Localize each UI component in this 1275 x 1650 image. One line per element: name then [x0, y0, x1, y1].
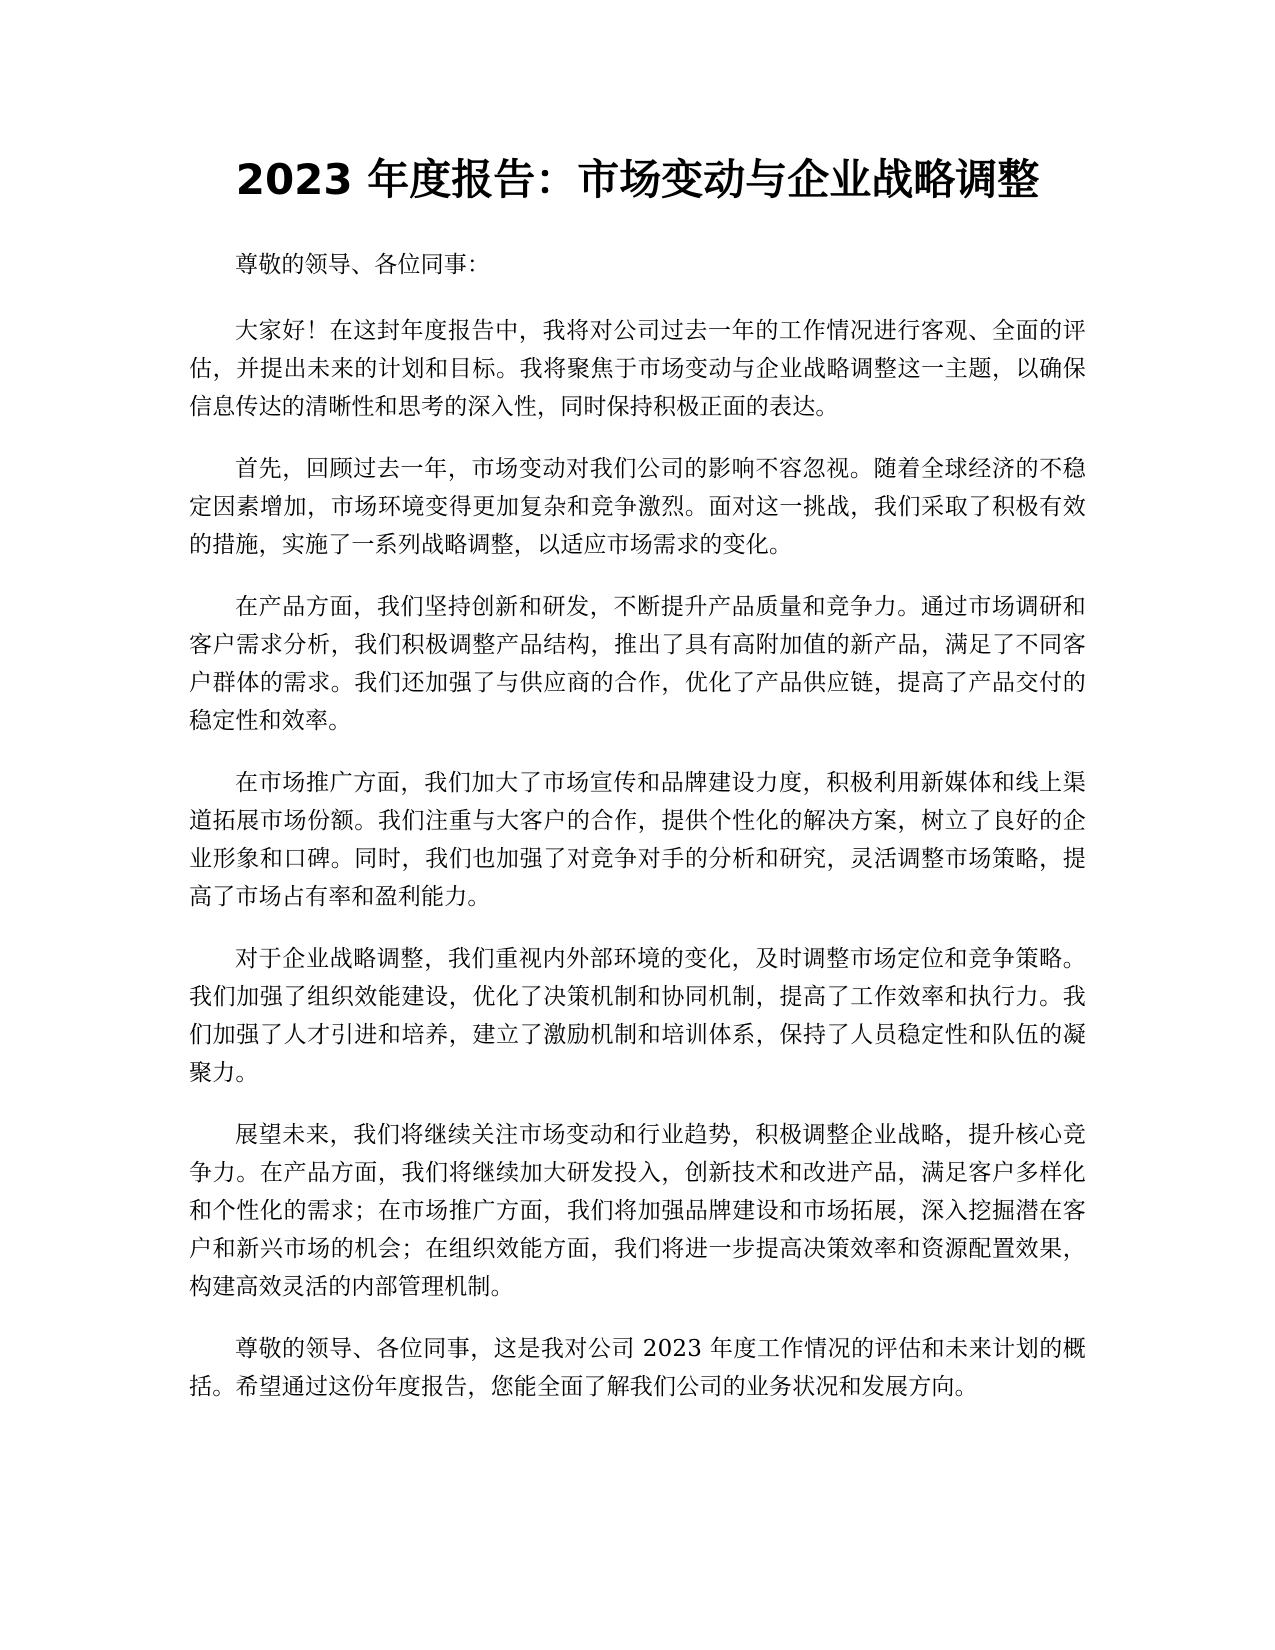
document-body: [189, 246, 1086, 1430]
paragraph-closing: 尊敬的领导、各位同事，这是我对公司 2023 年度工作情况的评估和未来计划的概括。希望通过这份年度报告，您能全面了解我们公司的业务状况和发展方向。: [189, 1336, 1086, 1400]
paragraph-strategy: 对于企业战略调整，我们重视内外部环境的变化，及时调整市场定位和竞争策略。我们加强了组织效能建设，优化了决策机制和协同机制，提高了工作效率和执行力。我们加强了人才引进和培养，建立了激励机制和培训体系，保持了人员稳定性和队伍的凝聚力。: [189, 946, 1086, 1086]
paragraph-outlook: 展望未来，我们将继续关注市场变动和行业趋势，积极调整企业战略，提升核心竞争力。在产品方面，我们将继续加大研发投入，创新技术和改进产品，满足客户多样化和个性化的需求；在市场推广方面，我们将加强品牌建设和市场拓展，深入挖掘潜在客户和新兴市场的机会；在组织效能方面，我们将进一步提高决策效率和资源配置效果，构建高效灵活的内部管理机制。: [189, 1122, 1086, 1300]
salutation: 尊敬的领导、各位同事：: [235, 252, 491, 278]
paragraph-greeting: 大家好！在这封年度报告中，我将对公司过去一年的工作情况进行客观、全面的评估，并提出未来的计划和目标。我将聚焦于市场变动与企业战略调整这一主题，以确保信息传达的清晰性和思考的深入性，同时保持积极正面的表达。: [189, 318, 1086, 420]
paragraph-product: 在产品方面，我们坚持创新和研发，不断提升产品质量和竞争力。通过市场调研和客户需求分析，我们积极调整产品结构，推出了具有高附加值的新产品，满足了不同客户群体的需求。我们还加强了与供应商的合作，优化了产品供应链，提高了产品交付的稳定性和效率。: [189, 594, 1086, 734]
document-title: 2023 年度报告：市场变动与企业战略调整: [235, 155, 1040, 204]
paragraph-marketing: 在市场推广方面，我们加大了市场宣传和品牌建设力度，积极利用新媒体和线上渠道拓展市场份额。我们注重与大客户的合作，提供个性化的解决方案，树立了良好的企业形象和口碑。同时，我们也加强了对竞争对手的分析和研究，灵活调整市场策略，提高了市场占有率和盈利能力。: [189, 770, 1086, 910]
paragraph-market-review: 首先，回顾过去一年，市场变动对我们公司的影响不容忽视。随着全球经济的不稳定因素增加，市场环境变得更加复杂和竞争激烈。面对这一挑战，我们采取了积极有效的措施，实施了一系列战略调整，以适应市场需求的变化。: [189, 456, 1086, 558]
